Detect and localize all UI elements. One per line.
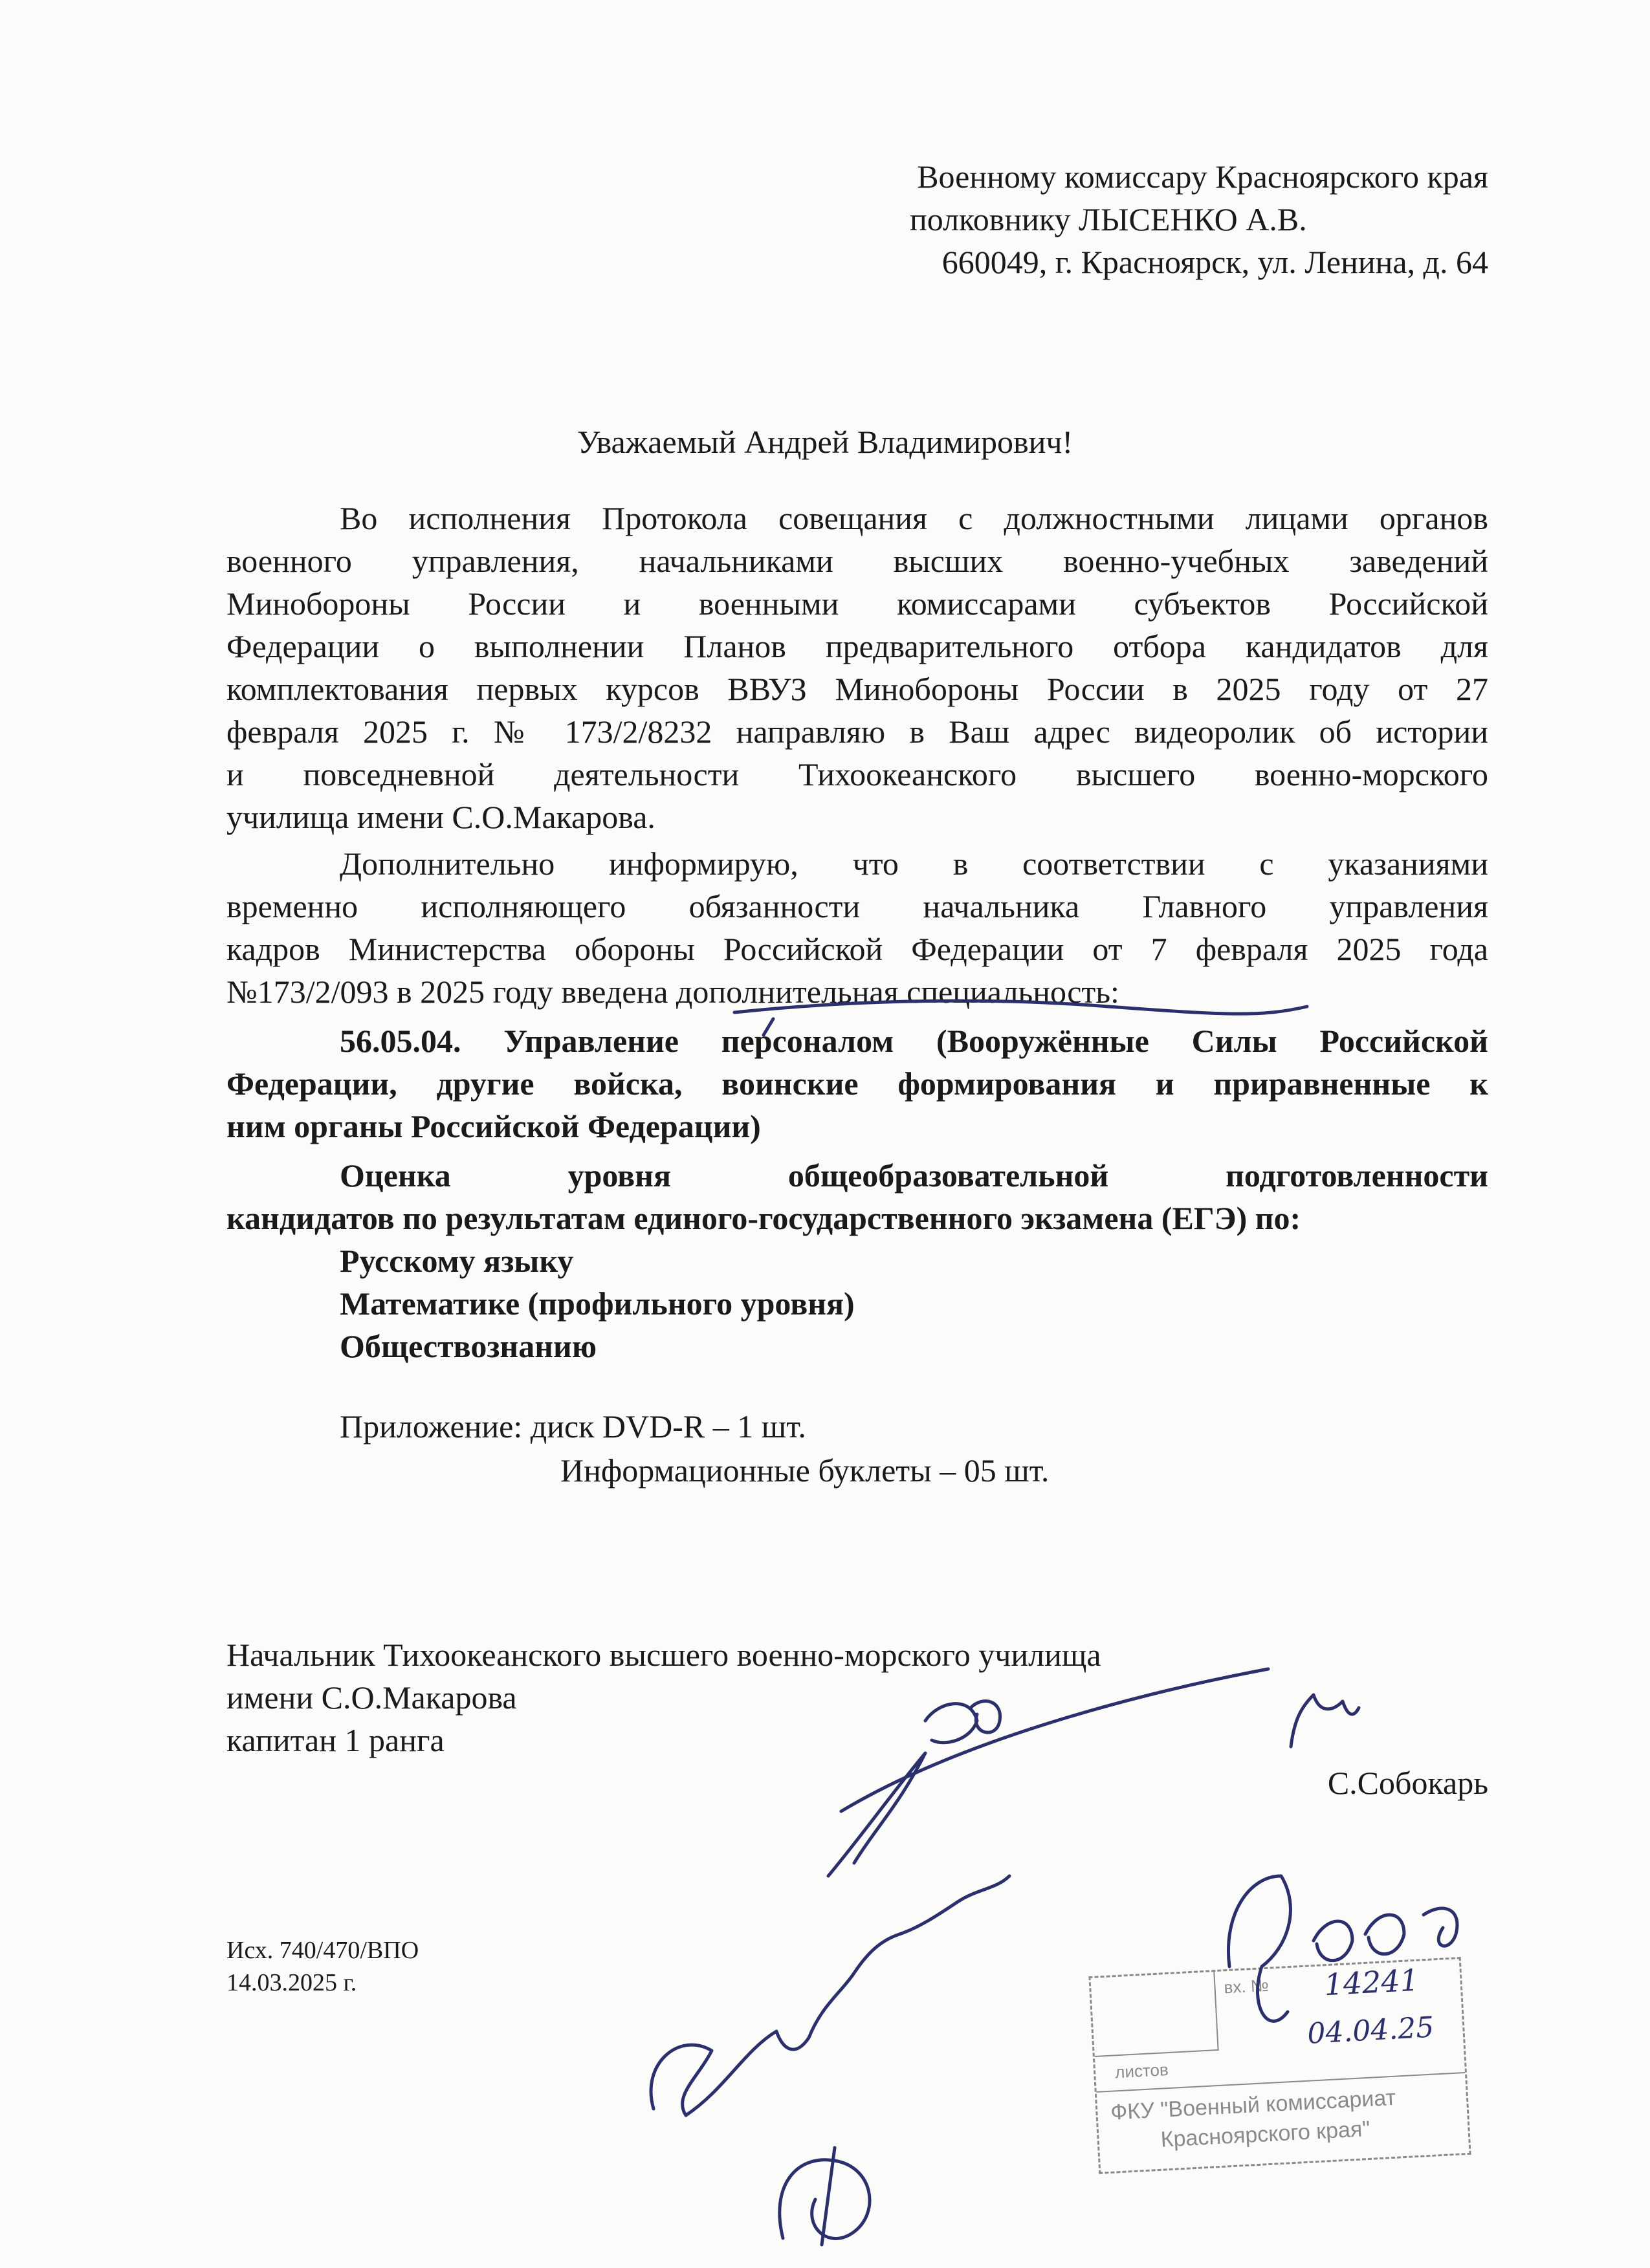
signatory-title-line-2: имени С.О.Макарова	[226, 1679, 517, 1716]
subject-item: Русскому языку	[340, 1243, 574, 1279]
paragraph2-line: Дополнительно информирую, что в соответствии с указаниями	[340, 845, 1488, 882]
paragraph1-line: Во исполнения Протокола совещания с должностными лицами органов	[340, 500, 1488, 536]
subject-item: Обществознанию	[340, 1328, 597, 1364]
paragraph1-line: и повседневной деятельности Тихоокеанского высшего военно-морского	[226, 756, 1488, 792]
assessment-line: Оценка уровня общеобразовательной подготовленности	[340, 1157, 1488, 1194]
paragraph1-line: военного управления, начальниками высших военно-учебных заведений	[226, 543, 1488, 579]
addressee-line-1: Военному комиссару Красноярского края	[917, 158, 1488, 195]
signatory-title-line-1: Начальник Тихоокеанского высшего военно-морского училища	[226, 1637, 1101, 1673]
paragraph2-line: временно исполняющего обязанности начальника Главного управления	[226, 888, 1488, 924]
specialty-line: 56.05.04. Управление персоналом (Вооружённые Силы Российской	[340, 1023, 1488, 1059]
paragraph2-line: кадров Министерства обороны Российской Федерации от 7 февраля 2025 года	[226, 931, 1488, 967]
subject-item: Математике (профильного уровня)	[340, 1285, 855, 1322]
paragraph1-line: Федерации о выполнении Планов предварительного отбора кандидатов для	[226, 628, 1488, 664]
salutation: Уважаемый Андрей Владимирович!	[577, 424, 1073, 460]
stamp-incoming-label: вх. №	[1223, 1975, 1270, 1998]
resolution-flourish	[780, 2148, 870, 2245]
paragraph1-line: февраля 2025 г. № 173/2/8232 направляю в Ваш адрес видеоролик об истории	[226, 714, 1488, 750]
stamp-sheets-label: листов	[1114, 2060, 1169, 2082]
paragraph2-line: №173/2/093 в 2025 году введена дополнительная специальность:	[226, 974, 1119, 1010]
outgoing-date: 14.03.2025 г.	[226, 1969, 357, 1996]
specialty-line: ним органы Российской Федерации)	[226, 1108, 761, 1144]
specialty-line: Федерации, другие войска, воинские формирования и приравненные к	[226, 1065, 1488, 1102]
attachment-line-1: Приложение: диск DVD-R – 1 шт.	[340, 1408, 806, 1445]
signatory-name: С.Собокарь	[1327, 1765, 1488, 1801]
resolution-signature	[651, 1876, 1009, 2115]
stamp-org-line-1: ФКУ "Военный комиссариат	[1110, 2085, 1396, 2125]
stamp-date: 04.04.25	[1306, 2011, 1435, 2051]
assessment-line: кандидатов по результатам единого-государственного экзамена (ЕГЭ) по:	[226, 1200, 1301, 1236]
outgoing-number: Исх. 740/470/ВПО	[226, 1937, 419, 1964]
addressee-line-2: полковнику ЛЫСЕНКО А.В.	[910, 201, 1307, 237]
paragraph1-line: училища имени С.О.Макарова.	[226, 799, 655, 835]
stamp-org-line-2: Красноярского края"	[1160, 2116, 1371, 2152]
stamp-incoming-number: 14241	[1323, 1962, 1420, 2003]
registration-stamp	[1088, 1957, 1471, 2174]
stamp-sheets-cell	[1091, 1972, 1219, 2057]
paragraph1-line: Минобороны России и военными комиссарами субъектов Российской	[226, 585, 1488, 622]
addressee-line-3: 660049, г. Красноярск, ул. Ленина, д. 64	[941, 244, 1488, 280]
signatory-rank: капитан 1 ранга	[226, 1722, 445, 1758]
head-signature	[828, 1669, 1268, 1876]
executor-mark	[1291, 1695, 1359, 1747]
attachment-line-2: Информационные буклеты – 05 шт.	[560, 1452, 1050, 1488]
paragraph1-line: комплектования первых курсов ВВУЗ Минобороны России в 2025 году от 27	[226, 671, 1488, 707]
